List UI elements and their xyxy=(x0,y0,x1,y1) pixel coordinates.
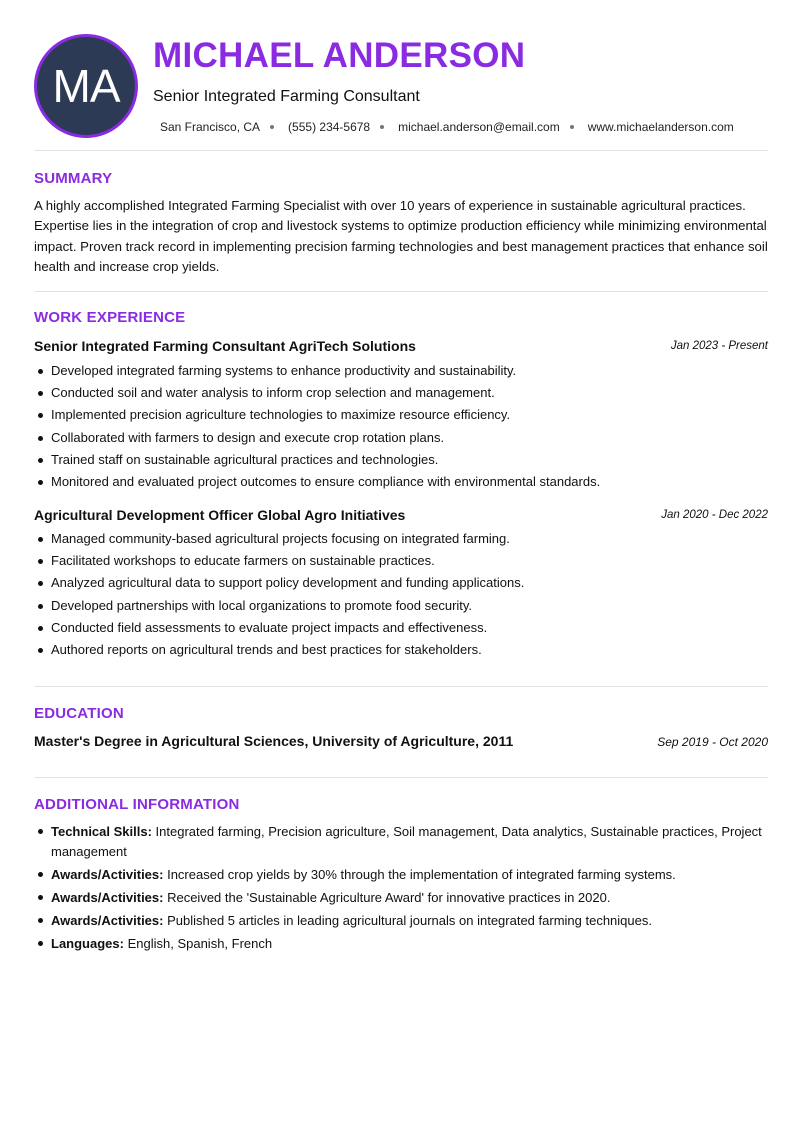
section-divider xyxy=(34,150,768,151)
item-label: Awards/Activities: xyxy=(51,889,164,905)
work-experience-heading: WORK EXPERIENCE xyxy=(34,309,186,326)
list-item: Monitored and evaluated project outcomes to ensure compliance with environmental standards. xyxy=(34,472,768,494)
job-header xyxy=(34,338,768,356)
education-heading: EDUCATION xyxy=(34,705,124,722)
resume-header xyxy=(34,34,768,138)
job-header xyxy=(34,507,768,525)
list-item: Conducted soil and water analysis to inform crop selection and management. xyxy=(34,383,768,405)
item-text: Increased crop yields by 30% through the implementation of integrated farming systems. xyxy=(163,866,676,882)
list-item xyxy=(34,934,768,954)
list-item: Implemented precision agriculture technologies to maximize resource efficiency. xyxy=(34,405,768,427)
education-entry xyxy=(34,733,768,751)
item-label: Awards/Activities: xyxy=(51,912,164,928)
list-item xyxy=(34,911,768,931)
list-item: Conducted field assessments to evaluate project impacts and effectiveness. xyxy=(34,618,768,640)
contact-phone[interactable]: (555) 234-5678 xyxy=(288,120,371,134)
list-item: Developed integrated farming systems to enhance productivity and sustainability. xyxy=(34,361,768,383)
list-item xyxy=(34,865,768,885)
summary-text: A highly accomplished Integrated Farming Specialist with over 10 years of experience in sustainable agricultural practices. Expertise lies in the integration of crop and livestock systems to optimize production efficiency while minimizing environmental impact. Proven track record in implementing precision farming technologies and best management practices that enhance soil health and increase crop yields. xyxy=(34,198,768,275)
job-title: Senior Integrated Farming Consultant AgriTech Solutions xyxy=(34,338,416,354)
list-item: Collaborated with farmers to design and execute crop rotation plans. xyxy=(34,428,768,450)
list-item: Analyzed agricultural data to support policy development and funding applications. xyxy=(34,573,768,595)
contact-website[interactable]: www.michaelanderson.com xyxy=(587,120,734,134)
section-divider xyxy=(34,686,768,687)
list-item: Managed community-based agricultural projects focusing on integrated farming. xyxy=(34,529,768,551)
job-title: Agricultural Development Officer Global Agro Initiatives xyxy=(34,507,406,523)
list-item: Authored reports on agricultural trends and best practices for stakeholders. xyxy=(34,640,768,662)
section-divider xyxy=(34,777,768,778)
item-label: Awards/Activities: xyxy=(51,866,164,882)
contact-email[interactable]: michael.anderson@email.com xyxy=(398,120,560,134)
avatar xyxy=(34,34,138,138)
summary-heading: SUMMARY xyxy=(34,170,113,187)
contact-location: San Francisco, CA xyxy=(160,120,261,134)
list-item xyxy=(34,822,768,861)
item-text: English, Spanish, French xyxy=(123,935,273,951)
education-dates: Sep 2019 - Oct 2020 xyxy=(657,735,768,749)
item-label: Technical Skills: xyxy=(51,824,152,839)
item-label: Languages: xyxy=(51,935,124,951)
separator-dot xyxy=(270,125,274,129)
list-item: Developed partnerships with local organizations to promote food security. xyxy=(34,596,768,618)
list-item: Trained staff on sustainable agricultural practices and technologies. xyxy=(34,450,768,472)
job-dates: Jan 2023 - Present xyxy=(670,340,768,352)
list-item xyxy=(34,888,768,908)
candidate-title: Senior Integrated Farming Consultant xyxy=(153,88,420,105)
section-divider xyxy=(34,291,768,292)
item-text: Published 5 articles in leading agricultural journals on integrated farming techniques. xyxy=(163,912,652,928)
degree-title: Master's Degree in Agricultural Sciences, University of Agriculture, 2011 xyxy=(34,733,514,749)
candidate-name: MICHAEL ANDERSON xyxy=(153,36,526,75)
separator-dot xyxy=(380,125,384,129)
list-item: Facilitated workshops to educate farmers on sustainable practices. xyxy=(34,551,768,573)
additional-info-list xyxy=(34,822,768,957)
job-bullet-list xyxy=(34,529,768,662)
additional-information-heading: ADDITIONAL INFORMATION xyxy=(34,796,240,813)
item-text: Received the 'Sustainable Agriculture Award' for innovative practices in 2020. xyxy=(163,889,611,905)
item-text: Integrated farming, Precision agriculture, Soil management, Data analytics, Sustainable practices, Project management xyxy=(51,824,762,859)
contact-bar xyxy=(160,120,734,134)
avatar-initials: MA xyxy=(52,60,120,112)
job-dates: Jan 2020 - Dec 2022 xyxy=(661,509,768,521)
job-bullet-list xyxy=(34,361,768,494)
separator-dot xyxy=(570,125,574,129)
